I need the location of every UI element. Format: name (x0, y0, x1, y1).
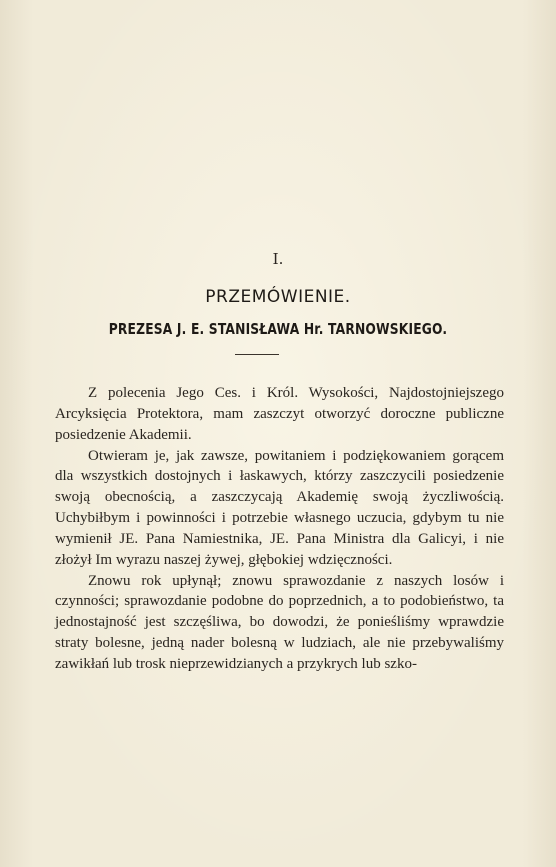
paragraph-3: Znowu rok upłynął; znowu sprawozdanie z naszych losów i czynności; sprawozdanie podobne do poprzednich, a to podobieństwo, ta jednostajność jest szczęśliwa, bo dowodzi, że ponieśliśmy wprawdzie straty bolesne, jedną nader bolesną w ludziach, ale nie przebywaliśmy zawikłań lub trosk nieprzewidzianych a przykrych lub szko- (55, 572, 504, 672)
chapter-numeral: I. (272, 250, 284, 268)
chapter-title: PRZEMÓWIENIE. (205, 287, 351, 307)
chapter-subtitle: PREZESA J. E. STANISŁAWA Hr. TARNOWSKIEGO. (108, 320, 448, 338)
paragraph-1: Z polecenia Jego Ces. i Król. Wysokości, Najdostojniejszego Arcyksięcia Protektora, mam zaszczyt otworzyć doroczne publiczne posiedzenie Akademii. (55, 385, 504, 443)
paragraph-2: Otwieram je, jak zawsze, powitaniem i podziękowaniem gorącem dla wszystkich dostojnych i łaskawych, którzy zaszczycili posiedzenie swoją obecnością, a zaszczycają Akademię swoją życzliwością. Uchybiłbym i powinności i potrzebie własnego uczucia, gdybym tu nie wymienił JE. Pana Namiestnika, JE. Pana Ministra dla Galicyi, i nie złożył Im wyrazu naszej żywej, głębokiej wdzięczności. (55, 447, 504, 568)
section-divider (235, 354, 279, 355)
body-text (55, 383, 504, 675)
